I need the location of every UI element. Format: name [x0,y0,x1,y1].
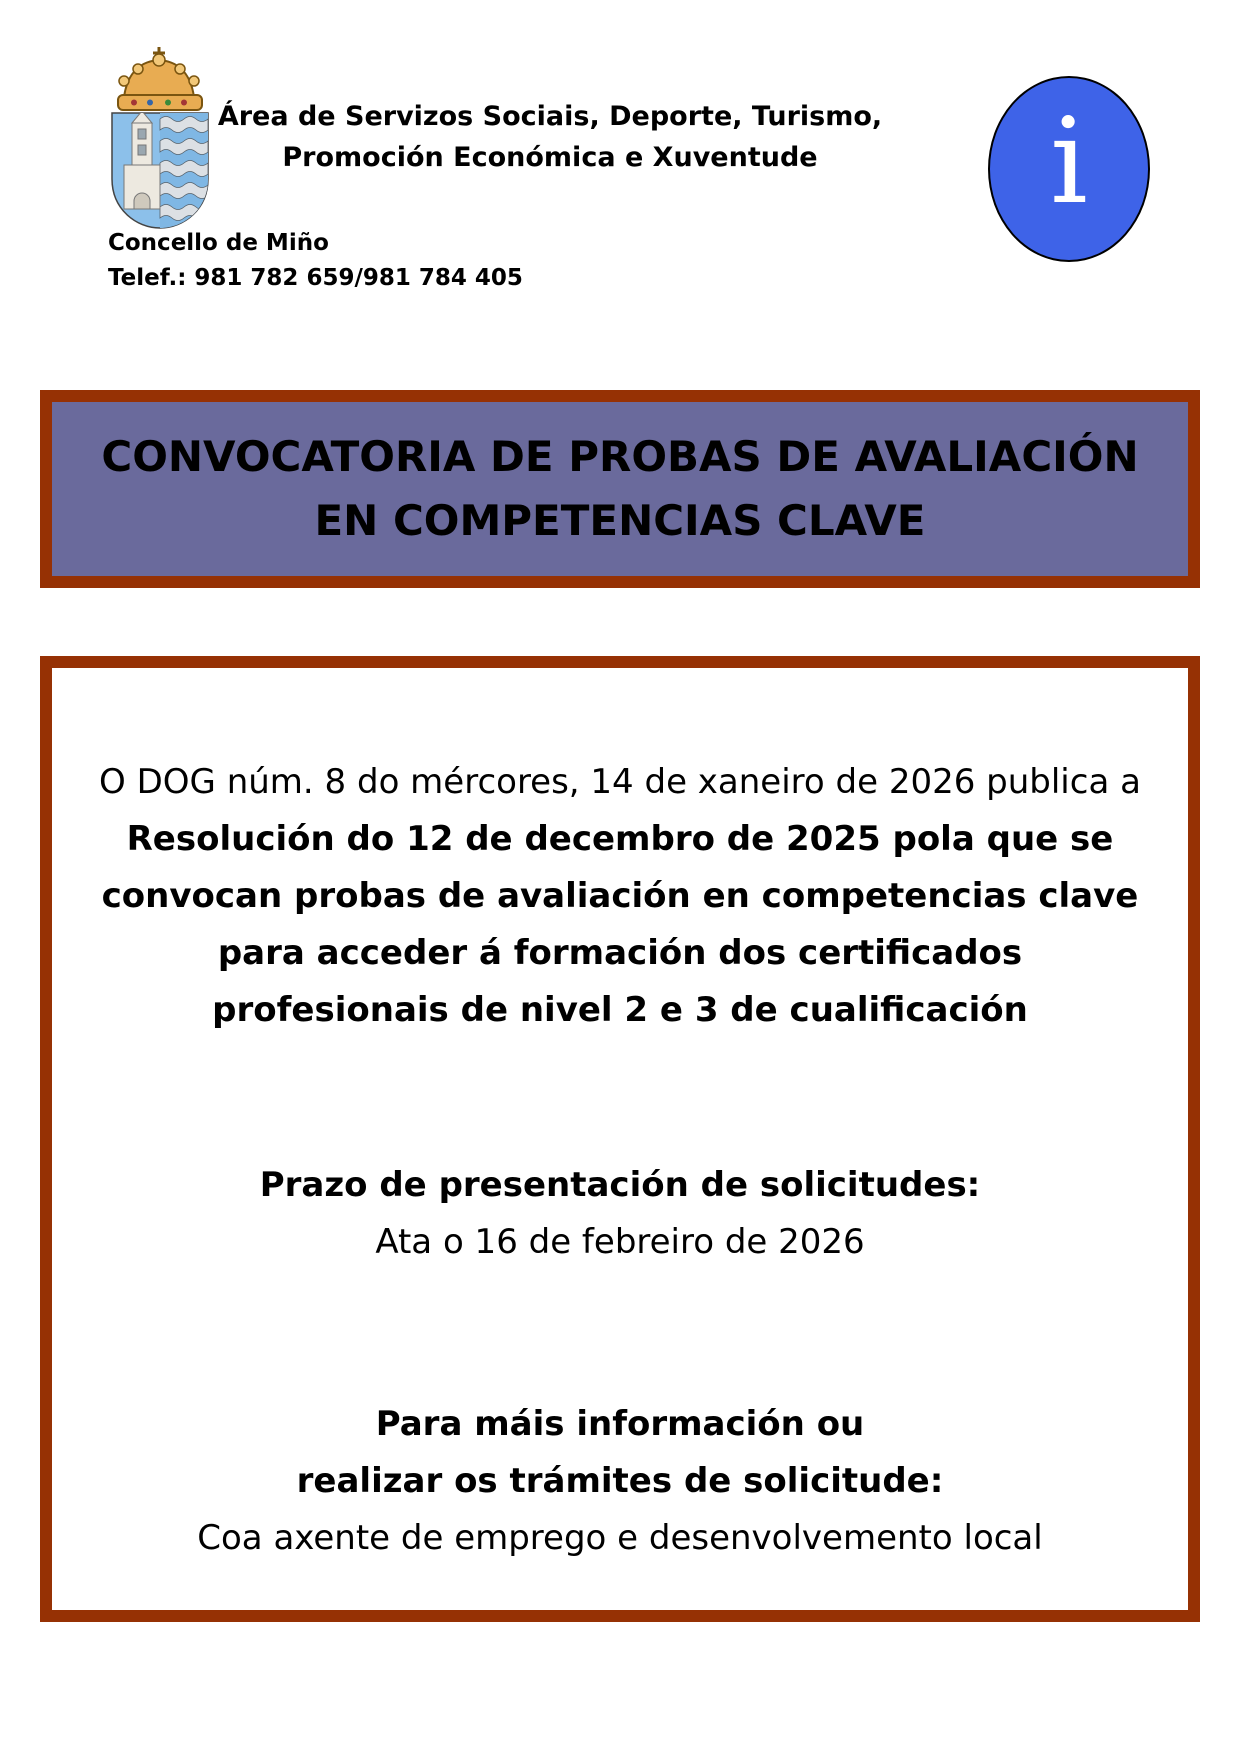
banner-title-line1: CONVOCATORIA DE PROBAS DE AVALIACIÓN [101,432,1139,481]
banner-title-line2: EN COMPETENCIAS CLAVE [314,496,926,545]
department-title-line1: Área de Servizos Sociais, Deporte, Turismo, [217,101,883,132]
info-icon-glyph: i [1050,92,1088,230]
title-banner [40,390,1200,588]
more-info-section [96,1396,1144,1567]
content-box [40,656,1200,1622]
more-info-line2: realizar os trámites de solicitude: [296,1461,944,1501]
info-icon [988,76,1150,262]
announcement-paragraph [96,754,1144,1039]
deadline-label: Prazo de presentación de solicitudes: [259,1165,981,1205]
deadline-section [96,1157,1144,1271]
shield-icon [112,103,210,233]
department-title-line2: Promoción Económica e Xuventude [282,142,818,173]
more-info-line1: Para máis información ou [375,1404,865,1444]
announcement-normal-text: O DOG núm. 8 do mércores, 14 de xaneiro de 2026 publica a [99,762,1141,802]
crown-icon [118,47,202,110]
department-title [200,96,900,178]
deadline-value: Ata o 16 de febreiro de 2026 [375,1222,865,1262]
phone-numbers: Telef.: 981 782 659/981 784 405 [108,265,523,291]
contact-block [108,226,523,296]
org-name: Concello de Miño [108,230,329,256]
more-info-line3: Coa axente de emprego e desenvolvemento local [197,1518,1043,1558]
announcement-bold-text: Resolución do 12 de decembro de 2025 pola que se convocan probas de avaliación en competencias clave para acceder á formación dos certificados profesionais de nivel 2 e 3 de cualificación [101,819,1139,1030]
